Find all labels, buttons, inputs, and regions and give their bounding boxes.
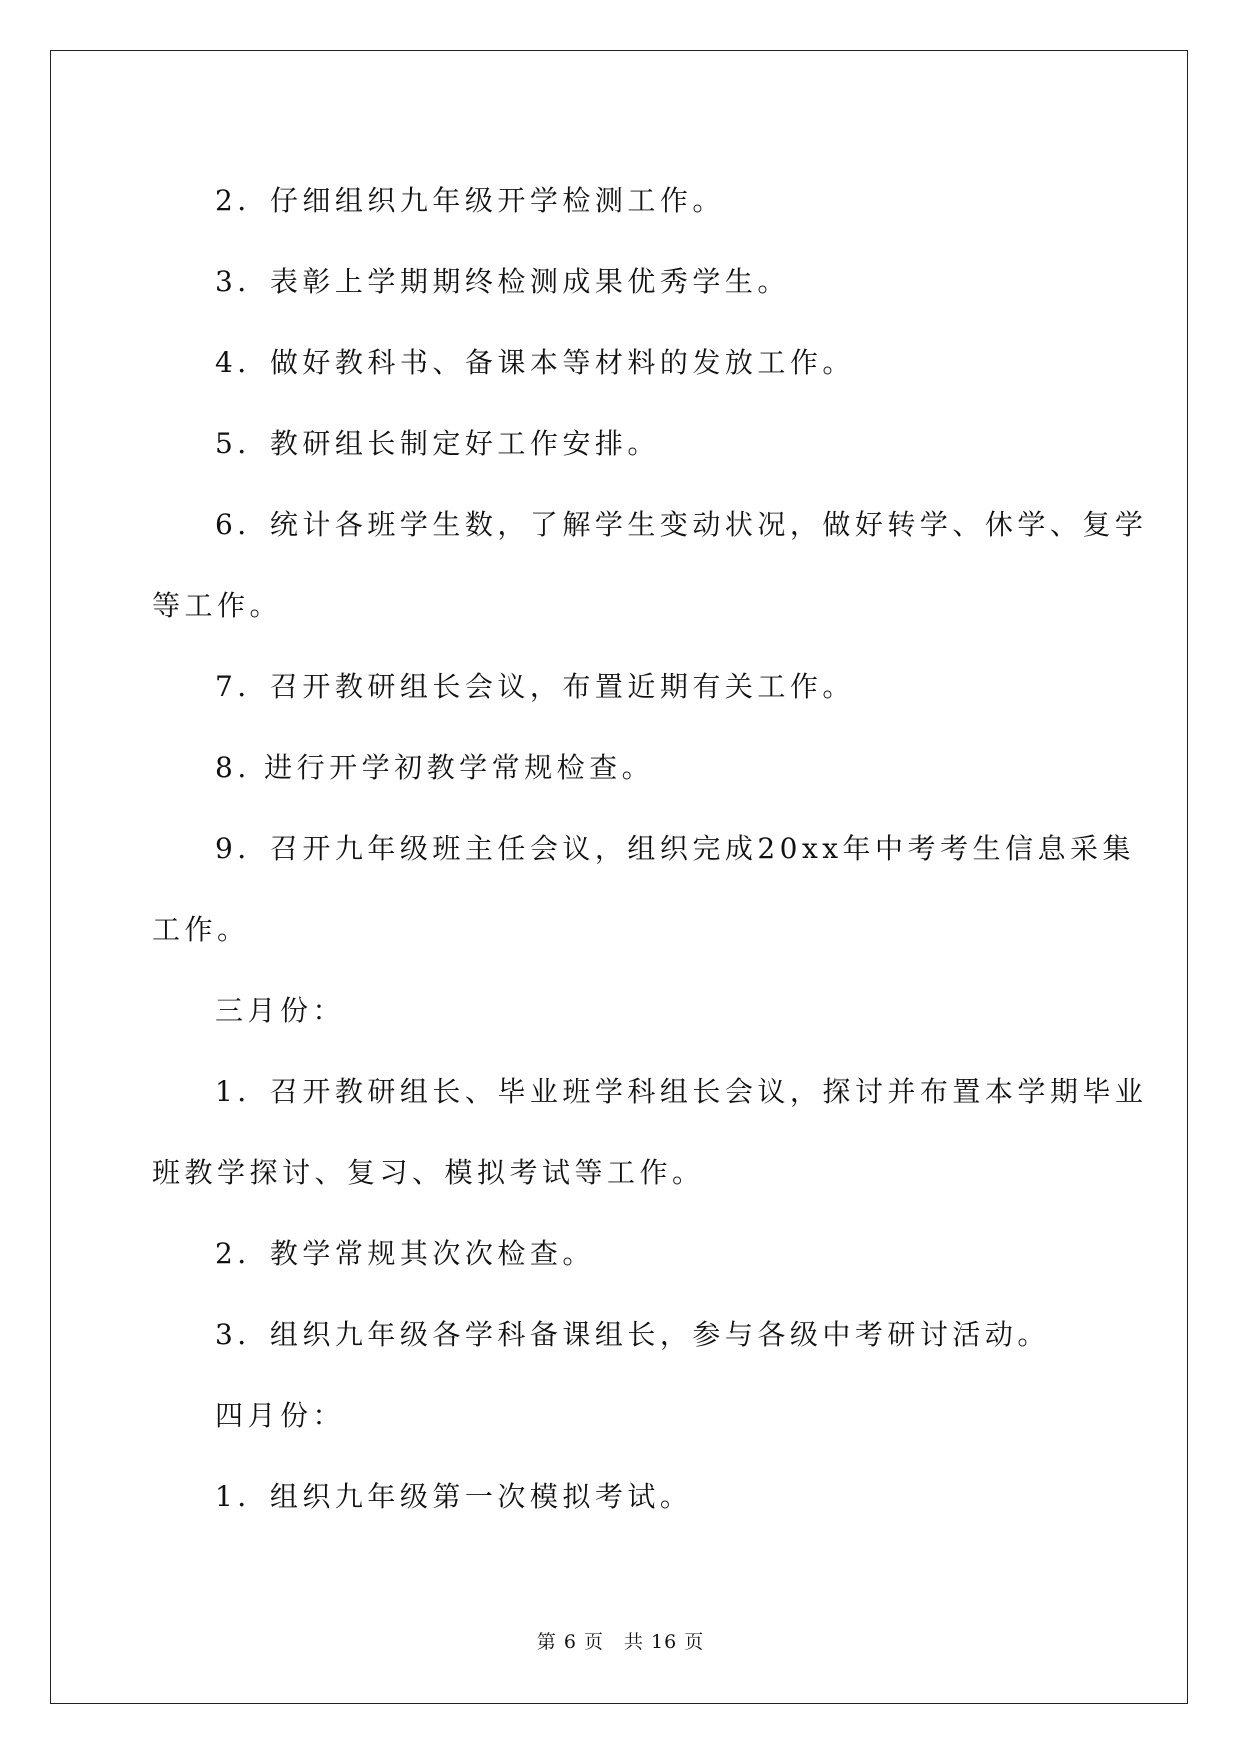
paragraph-continuation: 等工作。 (152, 589, 283, 622)
paragraph: 7．召开教研组长会议，布置近期有关工作。 (215, 670, 855, 703)
paragraph: 4．做好教科书、备课本等材料的发放工作。 (215, 346, 855, 379)
section-heading: 四月份： (215, 1399, 346, 1432)
paragraph-continuation: 班教学探讨、复习、模拟考试等工作。 (152, 1156, 705, 1189)
page-number-footer: 第 6 页 共 16 页 (536, 1631, 705, 1653)
paragraph-continuation: 工作。 (152, 913, 250, 946)
paragraph: 2．教学常规其次次检查。 (215, 1237, 595, 1270)
paragraph: 3．表彰上学期期终检测成果优秀学生。 (215, 265, 790, 298)
document-body (152, 160, 1148, 1537)
paragraph: 1．组织九年级第一次模拟考试。 (215, 1480, 693, 1513)
paragraph: 8. 进行开学初教学常规检查。 (215, 751, 655, 784)
paragraph: 5．教研组长制定好工作安排。 (215, 427, 660, 460)
paragraph: 3．组织九年级各学科备课组长，参与各级中考研讨活动。 (215, 1318, 1050, 1351)
paragraph: 9．召开九年级班主任会议，组织完成20xx年中考考生信息采集 (215, 832, 1136, 865)
paragraph: 1．召开教研组长、毕业班学科组长会议，探讨并布置本学期毕业 (215, 1075, 1148, 1108)
section-heading: 三月份： (215, 994, 346, 1027)
paragraph: 2．仔细组织九年级开学检测工作。 (215, 184, 725, 217)
paragraph: 6．统计各班学生数，了解学生变动状况，做好转学、休学、复学 (215, 508, 1148, 541)
